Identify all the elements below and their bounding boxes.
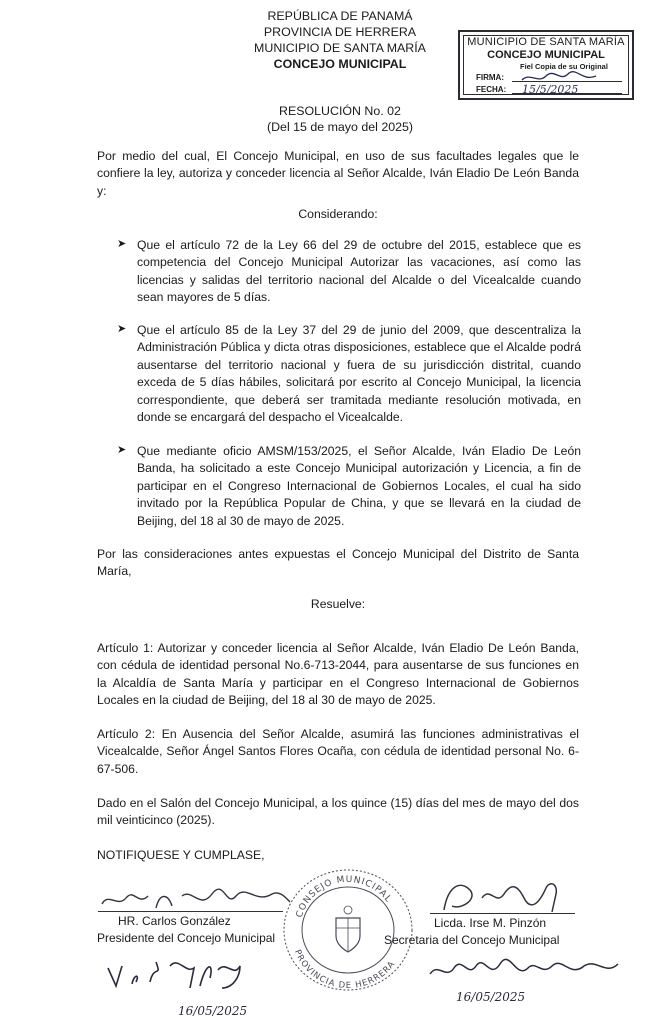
header-province: PROVINCIA DE HERRERA [263, 25, 417, 39]
secretary-signature-line [430, 913, 575, 914]
article-1: Artículo 1: Autorizar y conceder licencia al Señor Alcalde, Iván Eladio De León Banda, con cédula de identidad personal No.6-713-2044, para ausentarse de sus funciones en la Alcaldía de Santa María y participar en el Congreso Internacional de Gobiernos Locales en la ciudad de Beijing, del 18 al 30 de mayo de 2025. [97, 641, 579, 708]
president-signature-line [98, 911, 283, 912]
handwritten-date-left: 16/05/2025 [178, 1004, 248, 1018]
stamp-municipality: MUNICIPIO DE SANTA MARÍA [467, 36, 625, 48]
arrow-bullet-icon: ➤ [117, 444, 127, 456]
consideration-text: Que el artículo 85 de la Ley 37 del 29 de junio del 2009, que descentraliza la Administración Pública y dicta otras disposiciones, establece que el Alcalde podrá ausentarse del territorio nacional y fuera de su jurisdicción distrital, cuando exceda de 5 días hábiles, solicitará por escrito al Concejo Municipal, la licencia correspondiente, que deberá ser tramitada mediante resolución motivada, en donde se encargará del despacho el Vicealcalde. [137, 323, 581, 425]
vicealcalde-signature [424, 950, 624, 990]
document-header [200, 8, 480, 72]
consideration-item [117, 322, 581, 426]
resolves-title: Resuelve: [310, 597, 366, 611]
resolution-number: RESOLUCIÓN No. 02 [279, 104, 401, 118]
header-republic: REPÚBLICA DE PANAMÁ [267, 9, 413, 23]
svg-text:PROVINCIA DE HERRERA [292, 948, 398, 991]
stamp-fecha-value: 15/5/2025 [522, 83, 579, 96]
stamp-fecha-line [512, 93, 622, 94]
consideration-item [117, 443, 581, 530]
stamp-true-copy: Fiel Copia de su Original [520, 62, 608, 71]
seal-top-text: CONSEJO MUNICIPAL [294, 874, 394, 920]
seal-bottom-text: PROVINCIA DE HERRERA [291, 948, 398, 992]
secretary-title: Secretaria del Concejo Municipal [384, 933, 560, 947]
consideration-item [117, 237, 581, 307]
resolution-heading [200, 103, 480, 135]
header-municipality: MUNICIPIO DE SANTA MARÍA [254, 41, 426, 55]
resolution-date: (Del 15 de mayo del 2025) [266, 120, 414, 134]
handwritten-date-right: 16/05/2025 [456, 990, 526, 1004]
secretary-name: Licda. Irse M. Pinzón [434, 916, 547, 930]
stamp-council: CONCEJO MUNICIPAL [487, 49, 605, 61]
intro-paragraph: Por medio del cual, El Concejo Municipal, en uso de sus facultades legales que le confiere la ley, autoriza y conceder licencia al Señor Alcalde, Iván Eladio De León Banda y: [97, 149, 579, 198]
stamp-fecha-label: FECHA: [476, 85, 507, 94]
arrow-bullet-icon: ➤ [117, 323, 127, 335]
svg-text:CONSEJO MUNICIPAL [295, 875, 394, 919]
article-2: Artículo 2: En Ausencia del Señor Alcalde, asumirá las funciones administrativas el Vicealcalde, Señor Ángel Santos Flores Ocaña, con cédula de identidad personal No. 6-67-506. [97, 727, 579, 776]
consideration-text: Que mediante oficio AMSM/153/2025, el Señor Alcalde, Iván Eladio De León Banda, ha solicitado a este Concejo Municipal autorización y Licencia, a fin de participar en el Congreso Internacional de Gobiernos Locales, el cual ha sido invitado por la República Popular de China, y que se llevará en la ciudad de Beijing, del 18 al 30 de mayo de 2025. [137, 444, 581, 528]
certified-copy-stamp [458, 30, 634, 100]
consideration-text: Que el artículo 72 de la Ley 66 del 29 de octubre del 2015, establece que es competencia del Concejo Municipal Autorizar las vacaciones, así como las licencias y salidas del territorio nacional del Alcalde o del Vicealcalde cuando sean mayores de 5 días. [137, 238, 581, 305]
municipal-seal [278, 862, 418, 992]
president-title: Presidente del Concejo Municipal [97, 931, 276, 945]
president-name: HR. Carlos González [118, 914, 231, 928]
given-paragraph: Dado en el Salón del Concejo Municipal, a los quince (15) días del mes de mayo del dos mil veinticinco (2025). [97, 796, 579, 828]
secretary-signature [430, 876, 580, 918]
arrow-bullet-icon: ➤ [117, 238, 127, 250]
vb-handwritten-note [100, 948, 250, 998]
preamble-paragraph: Por las consideraciones antes expuestas el Concejo Municipal del Distrito de Santa María, [97, 547, 579, 579]
notify-text: NOTIFIQUESE Y CUMPLASE, [97, 848, 265, 862]
stamp-firma-label: FIRMA: [476, 73, 504, 82]
stamp-signature-scribble [520, 70, 600, 84]
considering-title: Considerando: [298, 207, 378, 221]
header-council: CONCEJO MUNICIPAL [273, 57, 407, 71]
